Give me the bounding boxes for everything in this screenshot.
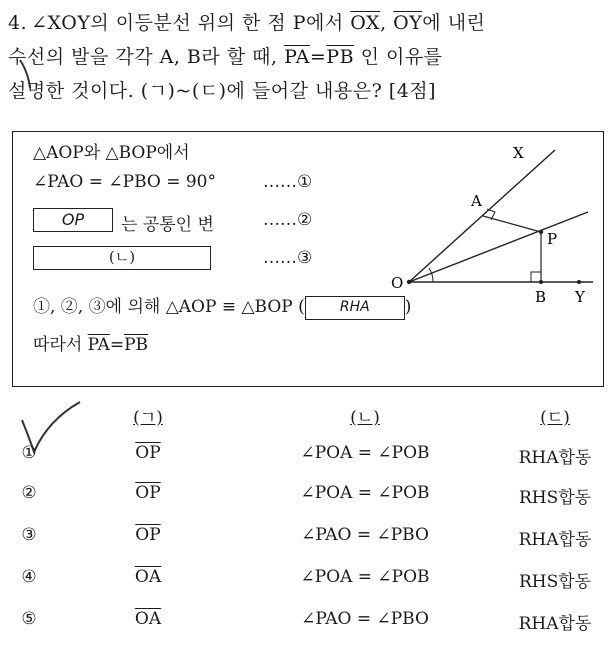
option-number: ④	[21, 567, 37, 587]
header-a: (ㄱ)	[133, 408, 163, 428]
option-number: ③	[21, 525, 37, 545]
blank-a-handwriting: OP	[61, 210, 85, 229]
option-a: $\overline{OP}$	[135, 525, 161, 545]
header-b: (ㄴ)	[350, 408, 380, 428]
final-eq: =	[109, 335, 125, 355]
vector-oy: $\overline{OY}$	[393, 12, 423, 34]
final-pa: $\overline{PA}$	[87, 335, 110, 355]
proof-step-2: 는 공통인 변	[121, 215, 214, 235]
option-c: RHS합동	[518, 572, 592, 592]
option-b: ∠PAO = ∠PBO	[301, 609, 429, 629]
bisector-line	[409, 212, 588, 282]
segment-pa: $\overline{PA}$	[284, 46, 310, 68]
question-line-2-end: 인 이유를	[354, 46, 443, 68]
label-a: A	[471, 192, 482, 210]
vector-ox: $\overline{OX}$	[350, 12, 381, 34]
option-row-1[interactable]	[0, 443, 612, 469]
blank-a	[33, 208, 113, 232]
question-line-2-text: 수선의 발을 각각 A, B라 할 때,	[8, 46, 285, 68]
question-line-1-end: 에 내린	[422, 12, 486, 34]
comma: ,	[380, 12, 394, 34]
option-a: $\overline{OP}$	[135, 443, 161, 463]
option-number: ②	[21, 483, 37, 503]
proof-tag-3: ……③	[263, 248, 313, 268]
proof-conclusion-text: ①, ②, ③에 의해 △AOP ≡ △BOP (	[33, 297, 305, 317]
option-a: $\overline{OA}$	[134, 609, 162, 629]
proof-box	[12, 131, 604, 387]
label-p: P	[547, 230, 558, 248]
question-line-1-text: ∠XOY의 이등분선 위의 한 점 P에서	[31, 12, 351, 34]
option-b: ∠POA = ∠POB	[300, 483, 430, 503]
label-o: O	[391, 274, 404, 292]
label-x: X	[513, 144, 524, 162]
question-line-3: 설명한 것이다. (ㄱ)~(ㄷ)에 들어갈 내용은? [4점]	[8, 80, 437, 102]
question-number: 4.	[8, 12, 28, 34]
proof-conclusion-end: )	[404, 297, 412, 317]
segment-pb: $\overline{PB}$	[326, 46, 355, 68]
options-header	[0, 403, 612, 429]
option-c: RHA합동	[518, 448, 592, 468]
point-b-dot	[539, 280, 543, 284]
option-row-5[interactable]	[0, 609, 612, 635]
proof-conclusion	[33, 292, 411, 320]
option-row-2[interactable]	[0, 483, 612, 509]
header-c: (ㄷ)	[540, 408, 570, 428]
equals-sign: =	[309, 46, 327, 68]
proof-tag-1: ……①	[263, 172, 313, 192]
proof-intro: △AOP와 △BOP에서	[33, 143, 190, 163]
proof-tag-2: ……②	[263, 210, 313, 230]
ray-ox	[409, 150, 558, 282]
option-number: ①	[21, 443, 37, 463]
option-c: RHS합동	[518, 488, 592, 508]
option-number: ⑤	[21, 609, 37, 629]
option-a: $\overline{OA}$	[134, 567, 162, 587]
proof-final-text: 따라서	[33, 335, 88, 355]
point-y-dot	[577, 280, 581, 284]
option-row-4[interactable]	[0, 567, 612, 593]
proof-final	[33, 330, 148, 355]
option-b: ∠POA = ∠POB	[300, 567, 430, 587]
label-y: Y	[575, 288, 585, 304]
label-b: B	[535, 288, 547, 304]
final-pb: $\overline{PB}$	[124, 335, 149, 355]
blank-b: (ㄴ)	[33, 246, 211, 270]
proof-step-1: ∠PAO = ∠PBO = 90°	[33, 172, 216, 192]
option-b: ∠PAO = ∠PBO	[301, 525, 429, 545]
angle-mark	[429, 268, 433, 282]
geometry-figure	[383, 136, 598, 304]
right-angle-b	[531, 272, 541, 282]
option-c: RHA합동	[518, 530, 592, 550]
option-a: $\overline{OP}$	[135, 483, 161, 503]
option-row-3[interactable]	[0, 525, 612, 551]
option-b: ∠POA = ∠POB	[300, 443, 430, 463]
point-p-dot	[539, 230, 543, 234]
option-c: RHA합동	[518, 614, 592, 634]
point-o-dot	[407, 280, 411, 284]
blank-c-handwriting: RHA	[339, 298, 370, 315]
